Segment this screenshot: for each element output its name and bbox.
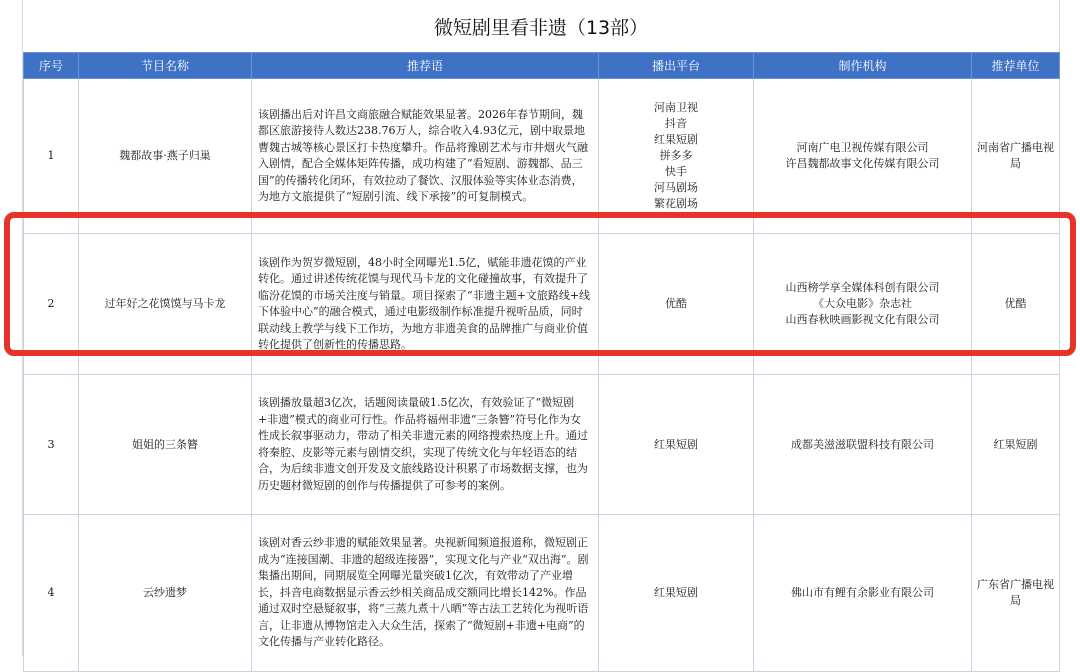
cell-name: 姐姐的三条簪 [79, 375, 252, 515]
producer-item: 许昌魏都故事文化传媒有限公司 [785, 157, 940, 170]
cell-producer [754, 234, 972, 375]
header-recommender: 推荐单位 [972, 53, 1060, 79]
header-producer: 制作机构 [754, 53, 972, 79]
cell-recommender: 优酷 [972, 234, 1060, 375]
header-row [24, 53, 1060, 79]
cell-platform [599, 375, 754, 515]
cell-no: 2 [24, 234, 79, 375]
table-row [24, 234, 1060, 375]
header-platform: 播出平台 [599, 53, 754, 79]
cell-recommender: 广东省广播电视局 [972, 515, 1060, 672]
platform-item: 优酷 [665, 297, 687, 310]
cell-recommender: 红果短剧 [972, 375, 1060, 515]
cell-name: 云纱遗梦 [79, 515, 252, 672]
cell-producer [754, 79, 972, 234]
table-title: 微短剧里看非遗（13部） [433, 16, 649, 39]
cell-recommendation: 该剧播放量超3亿次，话题阅读量破1.5亿次，有效验证了“微短剧+非遗”模式的商业可行性。作品将福州非遗“三条簪”符号化作为女性成长叙事驱动力，带动了相关非遗元素的网络搜索热度上升。通过将秦腔、皮影等元素与剧情交织，实现了传统文化与年轻语态的结合，为后续非遗文创开发及文旅线路设计积累了市场数据支撑，也为历史题材微短剧的创作与传播提供了可参考的案例。 [252, 375, 599, 515]
cell-no: 4 [24, 515, 79, 672]
producer-item: 《大众电影》杂志社 [813, 297, 912, 310]
platform-item: 抖音 [665, 117, 687, 130]
cell-platform [599, 79, 754, 234]
cell-name: 过年好之花馍馍与马卡龙 [79, 234, 252, 375]
cell-producer [754, 375, 972, 515]
platform-item: 红果短剧 [654, 586, 698, 599]
platform-item: 红果短剧 [654, 133, 698, 146]
platform-item: 红果短剧 [654, 437, 698, 451]
table-row [24, 79, 1060, 234]
producer-item: 山西春秋映画影视文化有限公司 [785, 313, 940, 326]
platform-item: 河南卫视 [654, 101, 698, 114]
table-row [24, 375, 1060, 515]
producer-item: 成都美滋滋联盟科技有限公司 [791, 437, 934, 451]
producer-item: 佛山市有鲤有余影业有限公司 [791, 586, 934, 599]
table-row [24, 515, 1060, 672]
cell-platform [599, 515, 754, 672]
cell-recommendation: 该剧播出后对许昌文商旅融合赋能效果显著。2026年春节期间，魏都区旅游接待人数达238.76万人，综合收入4.93亿元，剧中取景地曹魏古城等核心景区打卡热度攀升。作品将豫剧艺术与市井烟火气融入剧情，配合全媒体矩阵传播，成功构建了“看短剧、游魏都、品三国”的传播转化闭环，有效拉动了餐饮、汉服体验等实体业态消费，为地方文旅提供了“短剧引流、线下承接”的可复制模式。 [252, 79, 599, 234]
platform-item: 拼多多 [659, 149, 693, 162]
cell-recommendation: 该剧作为贺岁微短剧，48小时全网曝光1.5亿，赋能非遗花馍的产业转化。通过讲述传统花馍与现代马卡龙的文化碰撞故事，有效提升了临汾花馍的市场关注度与销量。项目探索了“非遗主题+文旅路线+线下体验中心”的融合模式，通过电影级制作标准提升视听品质，同时联动线上教学与线下工作坊，为地方非遗美食的品牌推广与商业价值转化提供了创新性的传播思路。 [252, 234, 599, 375]
cell-producer [754, 515, 972, 672]
cell-no: 1 [24, 79, 79, 234]
platform-item: 繁花剧场 [654, 197, 698, 210]
header-no: 序号 [24, 53, 79, 79]
cell-recommender: 河南省广播电视局 [972, 79, 1060, 234]
cell-recommendation: 该剧对香云纱非遗的赋能效果显著。央视新闻频道报道称，微短剧正成为“连接国潮、非遗的超级连接器”，实现文化与产业“双出海”。剧集播出期间，同期展览全网曝光量突破1亿次，有效带动了产业增长，抖音电商数据显示香云纱相关商品成交额同比增长142%。作品通过双时空悬疑叙事，将“三蒸九煮十八晒”等古法工艺转化为视听语言，让非遗从博物馆走入大众生活，探索了“微短剧+非遗+电商”的文化传播与产业转化路径。 [252, 515, 599, 672]
header-name: 节目名称 [79, 53, 252, 79]
header-recommendation: 推荐语 [252, 53, 599, 79]
platform-item: 快手 [665, 165, 687, 178]
document-sheet [22, 0, 1060, 656]
cell-platform [599, 234, 754, 375]
platform-item: 河马剧场 [654, 181, 698, 194]
cell-no: 3 [24, 375, 79, 515]
program-table [23, 52, 1060, 672]
producer-item: 山西榜学享全媒体科创有限公司 [785, 281, 940, 294]
producer-item: 河南广电卫视传媒有限公司 [796, 141, 929, 154]
cell-name: 魏都故事·燕子归巢 [79, 79, 252, 234]
